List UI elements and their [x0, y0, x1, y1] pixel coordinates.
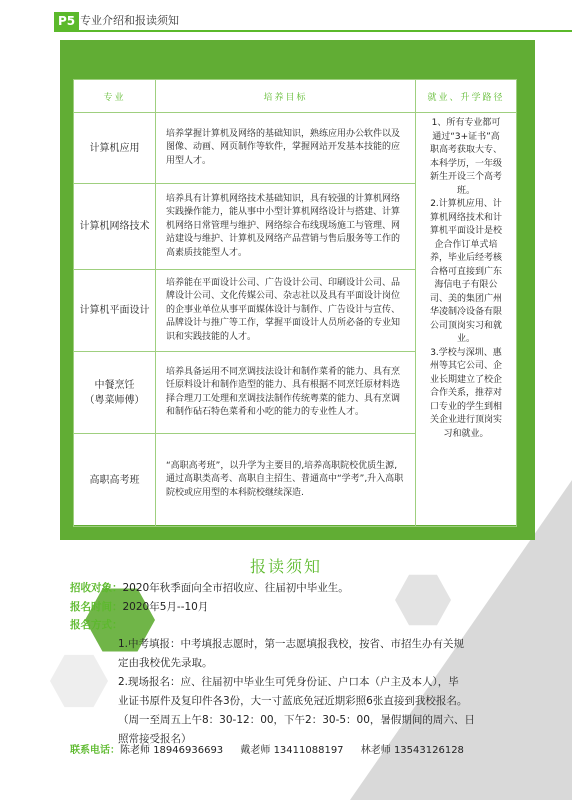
method1-line2: 定由我校优先录取。	[118, 657, 213, 669]
time-text: 2020年5月--10月	[122, 601, 209, 613]
major-name	[74, 352, 156, 434]
contact-name: 林老师	[360, 745, 391, 756]
contact-label: 联系电话：	[70, 745, 120, 756]
major-name	[74, 434, 156, 527]
contact-name: 陈老师	[120, 745, 150, 756]
method3-line2: 照常接受报名）	[118, 733, 192, 745]
major-goal: “高职高考班”，以升学为主要目的,培养高职院校优质生源,通过高职类高考、高职自主招生、普通高中“学考”,升入高职院校或应用型的本科院校继续深造.	[156, 434, 416, 527]
table-row	[74, 113, 517, 184]
method-label: 报名方式：	[70, 619, 123, 631]
table-header-row	[74, 80, 517, 113]
page-header	[0, 0, 572, 34]
major-name-line: 高职高考班	[89, 474, 140, 486]
major-name-line: 计算机网络技术	[79, 221, 150, 232]
bg-hexagon-gray-1	[395, 572, 451, 628]
method2-line1: 2.现场报名：应、往届初中毕业生可凭身份证、户口本（户主及本人），毕	[118, 676, 459, 688]
major-goal: 培养掌握计算机及网络的基础知识，熟练应用办公软件以及图像、动画、网页制作等软件，掌握网站开发基本技能的应用型人才。	[156, 113, 416, 184]
header-rule	[54, 30, 572, 32]
method1-line1: 1.中考填报：中考填报志愿时，第一志愿填报我校，按省、市招生办有关规	[118, 638, 465, 650]
major-name	[74, 270, 156, 352]
contact-phone: 13411088197	[273, 745, 344, 756]
major-table	[73, 79, 516, 525]
target-line	[70, 580, 349, 595]
major-name-line: 计算机应用	[89, 142, 140, 154]
target-text: 2020年秋季面向全市招收应、往届初中毕业生。	[122, 582, 349, 594]
method-line	[70, 617, 123, 632]
major-name-line: 中餐烹饪	[94, 379, 135, 391]
major-goal: 培养具有计算机网络技术基础知识，具有较强的计算机网络实践操作能力，能从事中小型计算机网络设计与搭建、计算机网络日常管理与维护、网络综合布线现场施工与管理、网站建设与维护、计算机及网络产品营销与售后服务等工作的高素质技能型人才。	[156, 184, 416, 270]
major-goal: 培养具备运用不同烹调技法设计和制作菜肴的能力、具有烹饪原料设计和制作造型的能力、具有根据不同烹饪原材料选择合理刀工处理和烹调技法制作传统粤菜的能力、具有烹调和制作砧石特色菜肴和小吃的能力的专业性人才。	[156, 352, 416, 434]
notice-title: 报读须知	[249, 557, 322, 576]
method3-line1: （周一至周五上午8：30-12：00，下午2：30-5：00，暑假期间的周六、日	[118, 714, 475, 726]
contact-name: 戴老师	[240, 745, 271, 756]
path-paragraph: 1、所有专业都可通过“3+证书”高职高考获取大专、本科学历，一年级新生开设三个高考班。	[429, 118, 502, 196]
method2-line2: 业证书原件及复印件各3份，大一寸蓝底免冠近期彩照6张直接到我校报名。	[118, 695, 468, 707]
col-header-path: 就业、升学路径	[416, 80, 517, 113]
major-name-line: 计算机平面设计	[79, 305, 150, 316]
col-header-major: 专业	[74, 80, 156, 113]
bg-hexagon-gray-2	[50, 652, 108, 710]
path-paragraph: 2.计算机应用、计算机网络技术和计算机平面设计是校企合作订单式培养，毕业后经考核合格可直接到广东海信电子有限公司、美的集团广州华凌制冷设备有限公司顶岗实习和就业。	[429, 199, 502, 344]
col-header-goal: 培养目标	[156, 80, 416, 113]
major-name-line: （粤菜师傅）	[84, 394, 145, 406]
page-number: P5	[54, 12, 79, 30]
page-title: 专业介绍和报读须知	[80, 14, 179, 27]
major-goal: 培养能在平面设计公司、广告设计公司、印刷设计公司、品牌设计公司、文化传媒公司、杂志社以及具有平面设计岗位的企事业单位从事平面媒体设计与制作、广告设计与宣传、品牌设计与推广等工作，掌握平面设计人员所必备的专业知识和实践技能的人才。	[156, 270, 416, 352]
major-name	[74, 184, 156, 270]
career-path-cell	[416, 113, 517, 527]
time-line	[70, 599, 208, 614]
target-label: 招收对象：	[70, 582, 123, 594]
time-label: 报名时间：	[70, 601, 123, 613]
contact-phone: 13543126128	[393, 745, 464, 756]
major-name	[74, 113, 156, 184]
contact-phone: 18946936693	[153, 745, 224, 756]
contact-line	[70, 741, 464, 756]
path-paragraph: 3.学校与深圳、惠州等其它公司、企业长期建立了校企合作关系，推荐对口专业的学生到相关企业进行顶岗实习和就业。	[429, 347, 502, 439]
